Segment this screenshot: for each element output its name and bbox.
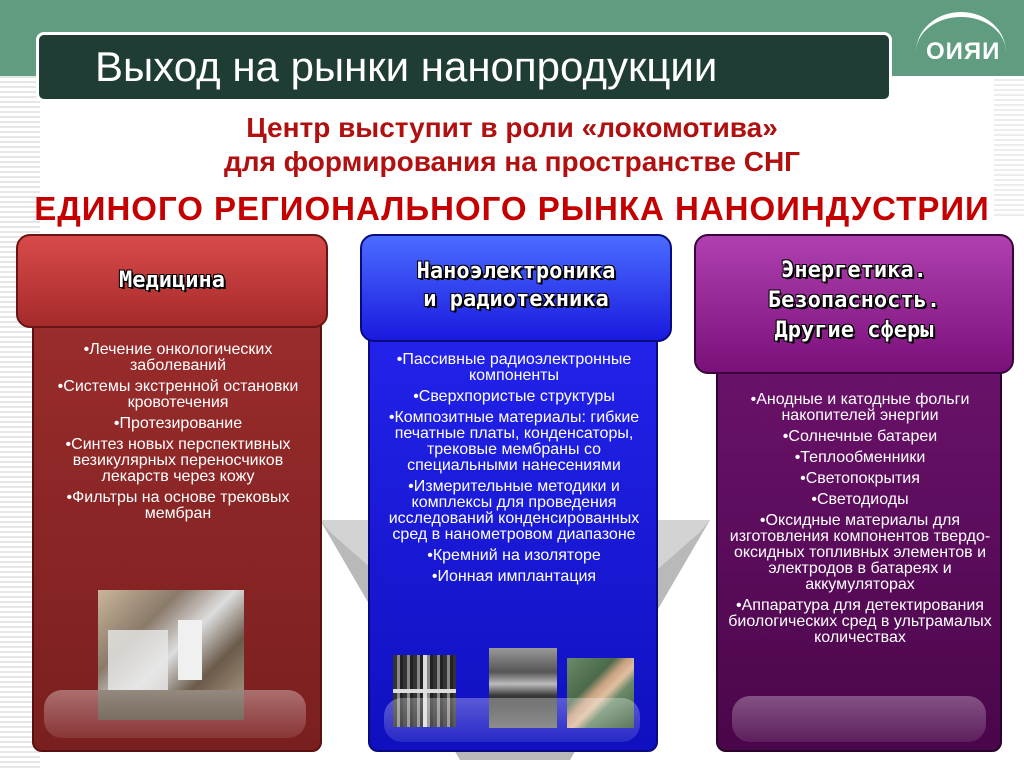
list-item: • Аппаратура для детектирования биологических сред в ультрамалых количествах — [728, 598, 992, 646]
energy-header-line-2: Безопасность. — [767, 288, 941, 313]
list-item: • Сверхпористые структуры — [384, 389, 644, 405]
list-item: • Светопокрытия — [728, 471, 992, 487]
list-item: • Пассивные радиоэлектронные компоненты — [384, 352, 644, 384]
page-title: Выход на рынки нанопродукции — [95, 43, 718, 90]
medicine-bottom-shade — [44, 690, 306, 738]
electronics-header-line-1: Наноэлектроника — [416, 259, 616, 284]
list-item: • Измерительные методики и комплексы для проведения исследований конденсированных сред в нанометровом диапазоне — [384, 479, 644, 543]
list-item: • Кремний на изоляторе — [384, 548, 644, 564]
logo-text: ОИЯИ — [926, 38, 1001, 65]
list-item: • Анодные и катодные фольги накопителей энергии — [728, 392, 992, 424]
list-item: • Протезирование — [52, 416, 304, 432]
subtitle-line-2: для формирования на пространстве СНГ — [223, 146, 801, 177]
list-item: • Синтез новых перспективных везикулярных переносчиков лекарств через кожу — [52, 437, 304, 485]
list-item: • Лечение онкологических заболеваний — [52, 342, 304, 374]
list-item: • Ионная имплантация — [384, 569, 644, 585]
list-item: • Композитные материалы: гибкие печатные платы, конденсаторы, трековые мембраны со специальными нанесениями — [384, 410, 644, 474]
medicine-header-line: Медицина — [119, 268, 225, 293]
list-item: • Светодиоды — [728, 492, 992, 508]
electronics-list — [384, 352, 644, 590]
energy-list — [728, 392, 992, 651]
medicine-list — [52, 342, 304, 527]
energy-header-line-1: Энергетика. — [781, 258, 927, 283]
subtitle-line-3: ЕДИНОГО РЕГИОНАЛЬНОГО РЫНКА НАНОИНДУСТРИИ — [34, 190, 990, 227]
list-item: • Оксидные материалы для изготовления компонентов твердо-оксидных топливных элементов и электродов в батареях и аккумуляторах — [728, 513, 992, 593]
list-item: • Солнечные батареи — [728, 429, 992, 445]
medicine-header — [16, 234, 328, 328]
electronics-header-line-2: и радиотехника — [423, 287, 609, 312]
energy-header — [694, 234, 1014, 374]
energy-bottom-shade — [732, 696, 986, 742]
list-item: • Теплообменники — [728, 450, 992, 466]
electronics-bottom-shade — [384, 698, 640, 742]
energy-header-line-3: Другие сферы — [774, 318, 934, 343]
subtitle-line-1: Центр выступит в роли «локомотива» — [246, 112, 778, 143]
electronics-header — [360, 234, 672, 342]
title-bar — [36, 32, 892, 102]
list-item: • Фильтры на основе трековых мембран — [52, 490, 304, 522]
logo — [908, 10, 1018, 74]
list-item: • Системы экстренной остановки кровотечения — [52, 379, 304, 411]
